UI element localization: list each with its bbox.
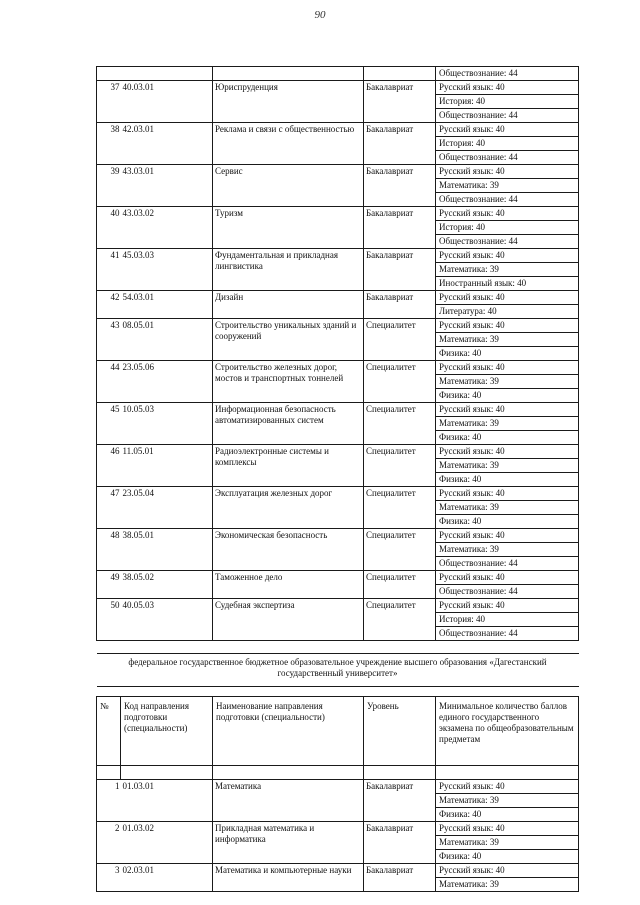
row-number: 40 — [97, 207, 121, 249]
document-body — [96, 66, 578, 892]
header-name: Наименование направления подготовки (специальности) — [213, 697, 364, 766]
table-row — [97, 165, 579, 179]
row-number: 45 — [97, 403, 121, 445]
subject-score: Математика: 39 — [436, 179, 579, 193]
subject-score: Математика: 39 — [436, 263, 579, 277]
program-level: Специалитет — [364, 445, 436, 487]
subject-score: Обществознание: 44 — [436, 109, 579, 123]
row-number: 47 — [97, 487, 121, 529]
row-number: 42 — [97, 291, 121, 319]
program-code: 54.03.01 — [121, 291, 213, 319]
subject-score: Русский язык: 40 — [436, 780, 579, 794]
program-level: Специалитет — [364, 361, 436, 403]
program-level: Бакалавриат — [364, 81, 436, 123]
row-number: 48 — [97, 529, 121, 571]
subject-score: Русский язык: 40 — [436, 291, 579, 305]
subject-score: Русский язык: 40 — [436, 403, 579, 417]
table-row — [97, 403, 579, 417]
program-name: Прикладная математика и информатика — [213, 822, 364, 864]
header-subjects: Минимальное количество баллов единого государственного экзамена по общеобразовательным предметам — [436, 697, 579, 766]
program-level: Бакалавриат — [364, 123, 436, 165]
program-name: Туризм — [213, 207, 364, 249]
subject-score: Русский язык: 40 — [436, 123, 579, 137]
program-name: Математика и компьютерные науки — [213, 864, 364, 892]
subject-score: История: 40 — [436, 95, 579, 109]
program-name: Юриспруденция — [213, 81, 364, 123]
row-number: 41 — [97, 249, 121, 291]
table-row — [97, 599, 579, 613]
subject-score: Иностранный язык: 40 — [436, 277, 579, 291]
subject-score: Русский язык: 40 — [436, 165, 579, 179]
subject-score: Математика: 39 — [436, 459, 579, 473]
program-code: 23.05.06 — [121, 361, 213, 403]
subject-score: Русский язык: 40 — [436, 207, 579, 221]
program-code — [121, 67, 213, 81]
header-level: Уровень — [364, 697, 436, 766]
program-name: Строительство железных дорог, мостов и транспортных тоннелей — [213, 361, 364, 403]
row-number: 2 — [97, 822, 121, 864]
subject-score: Обществознание: 44 — [436, 151, 579, 165]
table-row — [97, 123, 579, 137]
org-section — [97, 641, 579, 697]
table-row — [97, 81, 579, 95]
table-row — [97, 780, 579, 794]
subject-score: Обществознание: 44 — [436, 627, 579, 641]
table-row — [97, 361, 579, 375]
subject-score: Русский язык: 40 — [436, 864, 579, 878]
table-body-second — [97, 780, 579, 892]
row-number: 49 — [97, 571, 121, 599]
header-num: № — [97, 697, 121, 766]
subject-score: Обществознание: 44 — [436, 67, 579, 81]
subject-score: Русский язык: 40 — [436, 445, 579, 459]
subject-score: История: 40 — [436, 137, 579, 151]
program-level: Специалитет — [364, 403, 436, 445]
row-number: 37 — [97, 81, 121, 123]
program-level: Бакалавриат — [364, 291, 436, 319]
program-name: Таможенное дело — [213, 571, 364, 599]
subject-score: Русский язык: 40 — [436, 81, 579, 95]
table-row — [97, 487, 579, 501]
row-number: 44 — [97, 361, 121, 403]
table-row — [97, 207, 579, 221]
program-level: Бакалавриат — [364, 207, 436, 249]
program-name: Строительство уникальных зданий и сооружений — [213, 319, 364, 361]
program-level: Специалитет — [364, 487, 436, 529]
program-code: 43.03.01 — [121, 165, 213, 207]
subject-score: Физика: 40 — [436, 850, 579, 864]
program-level: Бакалавриат — [364, 165, 436, 207]
program-name: Информационная безопасность автоматизированных систем — [213, 403, 364, 445]
program-code: 45.03.03 — [121, 249, 213, 291]
program-level: Бакалавриат — [364, 822, 436, 864]
program-code: 42.03.01 — [121, 123, 213, 165]
subject-score: Математика: 39 — [436, 794, 579, 808]
row-number: 50 — [97, 599, 121, 641]
row-number — [97, 67, 121, 81]
program-name: Сервис — [213, 165, 364, 207]
subject-score: Русский язык: 40 — [436, 599, 579, 613]
program-code: 11.05.01 — [121, 445, 213, 487]
subject-score: Физика: 40 — [436, 347, 579, 361]
subject-score: Литература: 40 — [436, 305, 579, 319]
table-row — [97, 445, 579, 459]
table-row — [97, 319, 579, 333]
program-code: 38.05.02 — [121, 571, 213, 599]
subject-score: Русский язык: 40 — [436, 361, 579, 375]
subject-score: Русский язык: 40 — [436, 487, 579, 501]
program-name: Радиоэлектронные системы и комплексы — [213, 445, 364, 487]
program-code: 43.03.02 — [121, 207, 213, 249]
subject-score: Математика: 39 — [436, 501, 579, 515]
page-number: 90 — [314, 9, 326, 21]
program-name — [213, 67, 364, 81]
table-row — [97, 291, 579, 305]
subject-score: Математика: 39 — [436, 836, 579, 850]
subject-score: Обществознание: 44 — [436, 557, 579, 571]
subject-score: Физика: 40 — [436, 515, 579, 529]
table-body-first — [97, 67, 579, 641]
row-number: 38 — [97, 123, 121, 165]
program-code: 10.05.03 — [121, 403, 213, 445]
program-code: 23.05.04 — [121, 487, 213, 529]
row-number: 46 — [97, 445, 121, 487]
subject-score: Математика: 39 — [436, 543, 579, 557]
row-number: 1 — [97, 780, 121, 822]
program-name: Судебная экспертиза — [213, 599, 364, 641]
subject-score: Математика: 39 — [436, 333, 579, 347]
subject-score: История: 40 — [436, 221, 579, 235]
table-row — [97, 864, 579, 878]
subject-score: Обществознание: 44 — [436, 235, 579, 249]
admission-table — [96, 66, 579, 892]
table-row — [97, 822, 579, 836]
subject-score: История: 40 — [436, 613, 579, 627]
program-level: Специалитет — [364, 319, 436, 361]
program-code: 01.03.02 — [121, 822, 213, 864]
table-header — [97, 697, 579, 780]
subject-score: Русский язык: 40 — [436, 571, 579, 585]
subject-score: Физика: 40 — [436, 389, 579, 403]
subject-score: Математика: 39 — [436, 417, 579, 431]
subject-score: Физика: 40 — [436, 431, 579, 445]
subject-score: Физика: 40 — [436, 473, 579, 487]
program-name: Реклама и связи с общественностью — [213, 123, 364, 165]
subject-score: Русский язык: 40 — [436, 822, 579, 836]
program-name: Дизайн — [213, 291, 364, 319]
program-code: 08.05.01 — [121, 319, 213, 361]
subject-score: Русский язык: 40 — [436, 529, 579, 543]
subject-score: Русский язык: 40 — [436, 319, 579, 333]
table-row — [97, 571, 579, 585]
row-number: 3 — [97, 864, 121, 892]
program-level: Специалитет — [364, 571, 436, 599]
program-name: Математика — [213, 780, 364, 822]
subject-score: Обществознание: 44 — [436, 585, 579, 599]
subject-score: Русский язык: 40 — [436, 249, 579, 263]
program-level: Бакалавриат — [364, 249, 436, 291]
subject-score: Математика: 39 — [436, 878, 579, 892]
row-number: 43 — [97, 319, 121, 361]
table-row — [97, 249, 579, 263]
program-name: Экономическая безопасность — [213, 529, 364, 571]
header-code: Код направления подготовки (специальности) — [121, 697, 213, 766]
row-number: 39 — [97, 165, 121, 207]
table-row — [97, 67, 579, 81]
program-level: Бакалавриат — [364, 864, 436, 892]
program-level: Специалитет — [364, 599, 436, 641]
subject-score: Математика: 39 — [436, 375, 579, 389]
program-code: 02.03.01 — [121, 864, 213, 892]
subject-score: Обществознание: 44 — [436, 193, 579, 207]
table-row — [97, 529, 579, 543]
program-level — [364, 67, 436, 81]
program-name: Эксплуатация железных дорог — [213, 487, 364, 529]
program-code: 40.03.01 — [121, 81, 213, 123]
program-code: 38.05.01 — [121, 529, 213, 571]
org-title: федеральное государственное бюджетное образовательное учреждение высшего образования «Дагестанский государственный университет» — [97, 654, 579, 687]
subject-score: Физика: 40 — [436, 808, 579, 822]
program-name: Фундаментальная и прикладная лингвистика — [213, 249, 364, 291]
program-code: 40.05.03 — [121, 599, 213, 641]
program-level: Бакалавриат — [364, 780, 436, 822]
program-level: Специалитет — [364, 529, 436, 571]
program-code: 01.03.01 — [121, 780, 213, 822]
